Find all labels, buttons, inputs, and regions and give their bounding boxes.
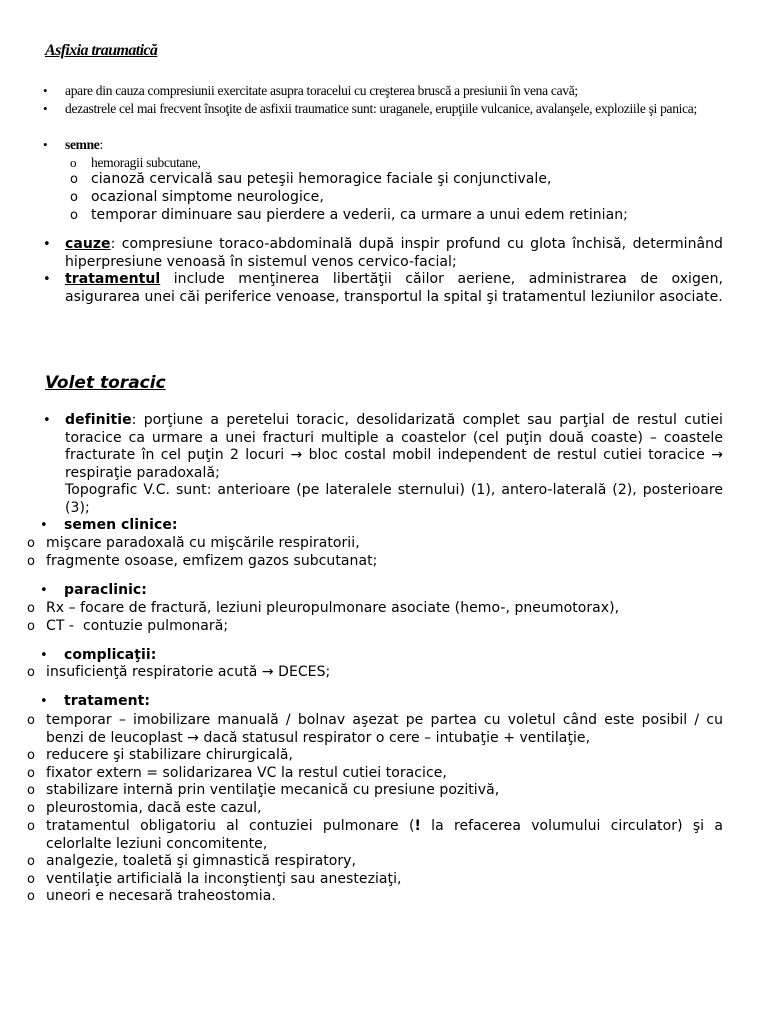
sub-item-text: pleurostomia, dacă este cazul,: [46, 800, 262, 816]
circle-bullet-icon: o: [70, 190, 78, 205]
sub-item-text: reducere şi stabilizare chirurgicală,: [46, 747, 294, 763]
circle-bullet-icon: o: [70, 208, 78, 223]
sub-item-text: uneori e necesară traheostomia.: [46, 888, 276, 904]
circle-bullet-icon: o: [27, 801, 35, 816]
sub-item-text: analgezie, toaletă şi gimnastică respiratory,: [46, 853, 356, 869]
circle-bullet-icon: o: [27, 665, 35, 680]
sub-item-text: ventilaţie artificială la inconştienţi sau anesteziaţi,: [46, 871, 402, 887]
circle-bullet-icon: o: [27, 619, 35, 634]
bullet-icon: •: [43, 237, 51, 252]
sub-item-text: fixator extern = solidarizarea VC la restul cutiei toracice,: [46, 765, 447, 781]
paraclinic-label: paraclinic:: [64, 582, 147, 598]
item-text: dezastrele cel mai frecvent însoţite de asfixii traumatice sunt: uraganele, erupţiile vulcanice, avalanşele, exploziile şi panica;: [65, 101, 697, 116]
sub-item-text: ocazional simptome neurologice,: [91, 189, 324, 205]
sub-item-text: Rx – focare de fractură, leziuni pleuropulmonare asociate (hemo-, pneumotorax),: [46, 600, 620, 616]
definitie-text: : porţiune a peretelui toracic, desolidarizată complet sau parţial de restul cutiei toracice ca urmare a unei fracturi multiple a coastelor (cel puţin două coaste) – coastele fracturate în cel puţin 2 locuri → bloc costal mobil independent de restul cutiei toracice → respiraţie paradoxală;: [65, 412, 723, 481]
semne-label: semne: [65, 137, 100, 152]
circle-bullet-icon: o: [70, 172, 78, 187]
bullet-icon: •: [40, 648, 48, 663]
circle-bullet-icon: o: [27, 783, 35, 798]
bullet-icon: •: [43, 413, 51, 428]
circle-bullet-icon: o: [27, 766, 35, 781]
sub-item-text: temporar diminuare sau pierdere a vederii, ca urmare a unui edem retinian;: [91, 207, 628, 223]
circle-bullet-icon: o: [27, 713, 35, 728]
tratament-label: tratamentul: [65, 271, 161, 287]
circle-bullet-icon: o: [27, 854, 35, 869]
circle-bullet-icon: o: [27, 536, 35, 551]
sub-item-text: mişcare paradoxală cu mişcările respiratorii,: [46, 535, 360, 551]
circle-bullet-icon: o: [27, 819, 35, 834]
sub-item-text: hemoragii subcutane,: [91, 155, 201, 170]
complicatii-label: complicaţii:: [64, 647, 157, 663]
definitie-label: definitie: [65, 412, 132, 428]
item-text: apare din cauza compresiunii exercitate asupra toracelui cu creşterea bruscă a presiunii în vena cavă;: [65, 83, 578, 98]
bullet-icon: •: [40, 518, 48, 533]
circle-bullet-icon: o: [27, 889, 35, 904]
sub-item-text: CT - contuzie pulmonară;: [46, 618, 229, 634]
obl-text-pre: tratamentul obligatoriu al contuziei pulmonare (: [46, 818, 415, 834]
semne-colon: :: [99, 137, 103, 152]
tratament2-label: tratament:: [64, 693, 151, 709]
tratament-text: include menţinerea libertăţii căilor aeriene, administrarea de oxigen, asigurarea unei căi periferice venoase, transportul la spital şi tratamentul leziunilor asociate.: [65, 271, 723, 305]
cauze-text: : compresiune toraco-abdominală după inspir profund cu glota închisă, determinând hiperpresiune venoasă în sistemul venos cervico-facial;: [65, 236, 723, 270]
sub-item-text: stabilizare internă prin ventilaţie mecanică cu presiune pozitivă,: [46, 782, 500, 798]
sub-item-text: temporar – imobilizare manuală / bolnav aşezat pe partea cu voletul când este posibil / cu benzi de leucoplast → dacă statusul respirator o cere – intubaţie + ventilaţie,: [46, 712, 723, 746]
section-title-asfixia: Asfixia traumatică: [45, 42, 158, 59]
sub-item-text: insuficienţă respiratorie acută → DECES;: [46, 664, 331, 680]
exclamation-mark: !: [414, 818, 421, 834]
semen-label: semen clinice:: [64, 517, 178, 533]
bullet-icon: •: [43, 83, 48, 98]
circle-bullet-icon: o: [27, 872, 35, 887]
circle-bullet-icon: o: [27, 554, 35, 569]
bullet-icon: •: [40, 583, 48, 598]
cauze-label: cauze: [65, 236, 111, 252]
sub-item-text: fragmente osoase, emfizem gazos subcutanat;: [46, 553, 378, 569]
bullet-icon: •: [43, 272, 51, 287]
topografic-text: Topografic V.C. sunt: anterioare (pe lateralele sternului) (1), antero-laterală (2), posterioare (3);: [65, 482, 723, 516]
obl-text-post: la refacerea volumului circulator) şi a celorlalte leziuni concomitente,: [46, 818, 723, 852]
bullet-icon: •: [40, 694, 48, 709]
bullet-icon: •: [43, 101, 48, 116]
bullet-icon: •: [43, 137, 48, 152]
sub-item-text: cianoză cervicală sau peteşii hemoragice faciale şi conjunctivale,: [91, 171, 552, 187]
section-title-volet: Volet toracic: [45, 373, 166, 393]
circle-bullet-icon: o: [27, 601, 35, 616]
circle-bullet-icon: o: [70, 155, 77, 170]
circle-bullet-icon: o: [27, 748, 35, 763]
